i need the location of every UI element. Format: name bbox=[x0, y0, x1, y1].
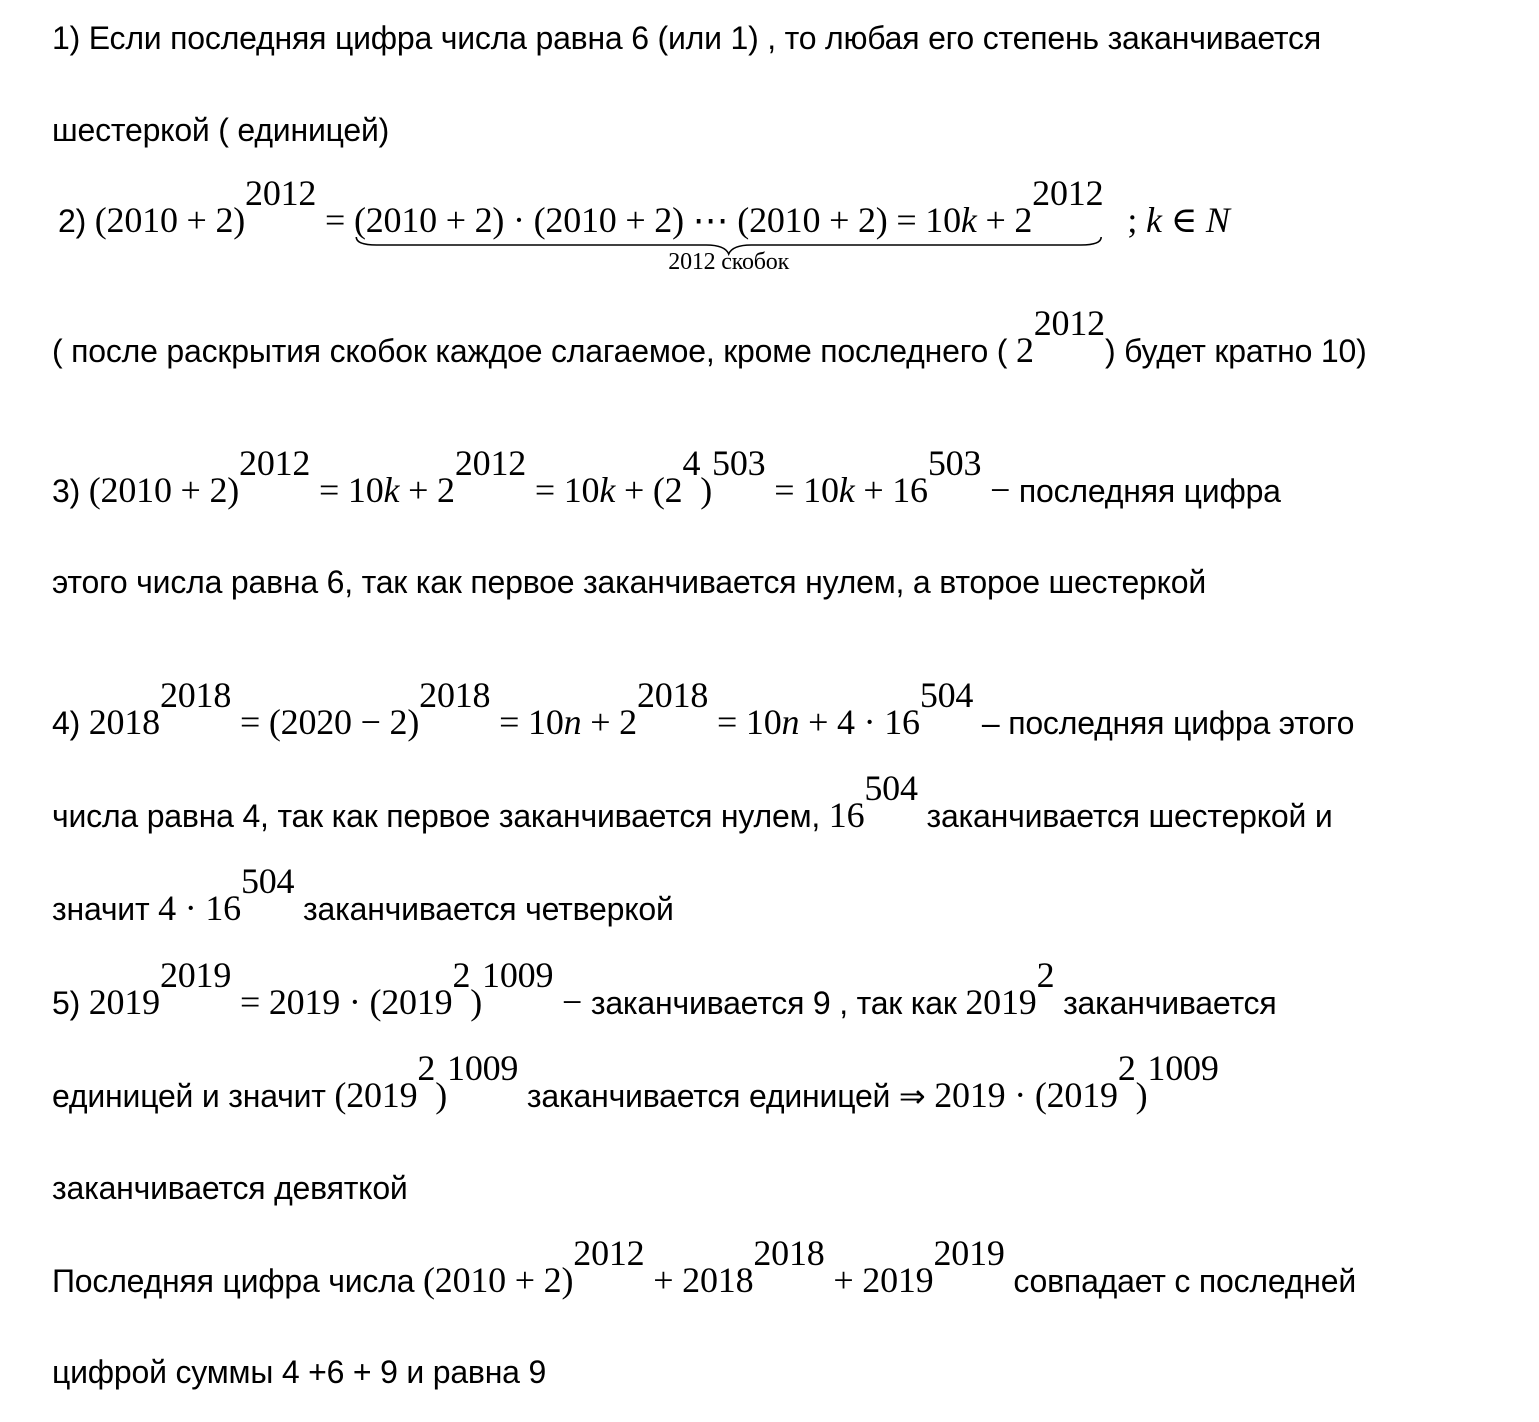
item5-e4: 2 bbox=[1036, 955, 1055, 995]
underbrace-label: 2012 скобок bbox=[668, 249, 790, 275]
item3-plus2: + (2 bbox=[615, 470, 683, 510]
conclusion-e3: 2019 bbox=[933, 1233, 1005, 1273]
item4-e2: 2018 bbox=[419, 675, 491, 715]
item2-pow-exponent: 2012 bbox=[1032, 173, 1104, 213]
item3-line2: этого числа равна 6, так как первое заканчивается нулем, а второе шестеркой bbox=[52, 564, 1207, 600]
item3-k3: k bbox=[838, 470, 855, 510]
conclusion-m1: (2010 + 2) bbox=[422, 1260, 574, 1300]
conclusion-e2: 2018 bbox=[753, 1233, 825, 1273]
item2-label: 2) bbox=[58, 203, 95, 239]
item4-plus2: + 4 · 16 bbox=[799, 702, 920, 742]
item3-k1: k bbox=[383, 470, 400, 510]
item5-line2 bbox=[52, 1048, 1219, 1116]
item2-note-pre: ( после раскрытия скобок каждое слагаемое, кроме последнего ( bbox=[52, 333, 1016, 369]
item5-b2: 2019 bbox=[965, 982, 1037, 1022]
item3-equation bbox=[52, 443, 1281, 511]
item5-line3: заканчивается девяткой bbox=[52, 1170, 408, 1206]
item3-dash: − bbox=[981, 470, 1011, 510]
item4-line2 bbox=[52, 768, 1333, 836]
item5-l2-m3: 2019 · (2019 bbox=[934, 1075, 1118, 1115]
item3-plus1: + 2 bbox=[399, 470, 455, 510]
item2-k: k bbox=[960, 200, 977, 240]
item4-e3: 2018 bbox=[636, 675, 709, 715]
item4-label: 4) bbox=[52, 705, 89, 741]
item5-l2-e4: 1009 bbox=[1147, 1048, 1219, 1088]
item3-exp3: 4 bbox=[682, 443, 701, 483]
item4-l2-base: 16 bbox=[828, 795, 865, 835]
item4-n1: n bbox=[563, 702, 582, 742]
item5-label: 5) bbox=[52, 985, 89, 1021]
item4-l2-exp: 504 bbox=[864, 768, 918, 808]
item5-l2-m1: (2019 bbox=[334, 1075, 418, 1115]
item5-l2-mid: заканчивается единицей ⇒ bbox=[518, 1078, 935, 1114]
item2-note-post: ) будет кратно 10) bbox=[1104, 333, 1367, 369]
item4-l2-post: заканчивается шестеркой и bbox=[917, 798, 1333, 834]
item5-dash: − bbox=[553, 982, 583, 1022]
item2-tail-k: k bbox=[1146, 200, 1162, 240]
item5-l2-m4: ) bbox=[1135, 1075, 1148, 1115]
item4-line3 bbox=[52, 861, 674, 929]
item4-plus1: + 2 bbox=[581, 702, 637, 742]
item2-note-exponent: 2012 bbox=[1033, 303, 1105, 343]
item5-text2: заканчивается bbox=[1054, 985, 1277, 1021]
conclusion-m2: + 2018 bbox=[644, 1260, 754, 1300]
item4-b1: 2018 bbox=[88, 702, 160, 742]
item4-n2: n bbox=[781, 702, 800, 742]
conclusion-post: совпадает с последней bbox=[1004, 1263, 1357, 1299]
item5-l2-pre: единицей и значит bbox=[52, 1078, 335, 1114]
conclusion-e1: 2012 bbox=[573, 1233, 645, 1273]
item3-label: 3) bbox=[52, 473, 89, 509]
item4-eq1: = (2020 − 2) bbox=[231, 702, 420, 742]
item3-eq3: = 10 bbox=[765, 470, 839, 510]
item3-plus3: + 16 bbox=[854, 470, 928, 510]
item3-k2: k bbox=[599, 470, 616, 510]
item5-close: ) bbox=[470, 982, 483, 1022]
item1-line1: 1) Если последняя цифра числа равна 6 (или 1) , то любая его степень заканчивается bbox=[52, 20, 1321, 56]
item3-text: последняя цифра bbox=[1010, 473, 1281, 509]
item2-lhs-base: (2010 + 2) bbox=[94, 200, 246, 240]
item4-l3-exp: 504 bbox=[240, 861, 295, 901]
item2-note-base: 2 bbox=[1015, 330, 1034, 370]
item5-l2-m2: ) bbox=[435, 1075, 448, 1115]
item5-e3: 1009 bbox=[482, 955, 554, 995]
item1-line2: шестеркой ( единицей) bbox=[52, 112, 390, 148]
item5-b1: 2019 bbox=[88, 982, 160, 1022]
item4-text1: – последняя цифра этого bbox=[973, 705, 1355, 741]
item4-eq2: = 10 bbox=[490, 702, 564, 742]
item2-note bbox=[52, 303, 1367, 371]
conclusion-line1 bbox=[52, 1233, 1357, 1301]
item4-l3-pre: значит bbox=[52, 891, 159, 927]
conclusion-m3: + 2019 bbox=[824, 1260, 934, 1300]
item3-exp2: 2012 bbox=[454, 443, 527, 483]
item4-l2-pre: числа равна 4, так как первое заканчивается нулем, bbox=[52, 798, 829, 834]
item2-product: (2010 + 2) · (2010 + 2) ⋯ (2010 + 2) = 10 bbox=[353, 200, 961, 240]
item2-plus-two: + 2 bbox=[976, 200, 1033, 240]
conclusion-pre: Последняя цифра числа bbox=[52, 1263, 423, 1299]
item4-l3-post: заканчивается четверкой bbox=[294, 891, 674, 927]
item3-eq2: = 10 bbox=[526, 470, 600, 510]
item5-equation bbox=[52, 955, 1277, 1023]
item4-equation bbox=[52, 675, 1355, 743]
item5-l2-e2: 1009 bbox=[447, 1048, 519, 1088]
item2-underbrace-group bbox=[353, 173, 1104, 275]
item3-base: (2010 + 2) bbox=[88, 470, 240, 510]
item5-e2: 2 bbox=[452, 955, 471, 995]
item4-l3-math: 4 · 16 bbox=[158, 888, 241, 928]
item4-e4: 504 bbox=[919, 675, 974, 715]
item4-eq3: = 10 bbox=[708, 702, 782, 742]
item5-l2-e1: 2 bbox=[417, 1048, 436, 1088]
item2-equation bbox=[58, 173, 1230, 275]
item5-eq: = 2019 · (2019 bbox=[231, 982, 453, 1022]
item2-equals: = bbox=[316, 200, 354, 240]
item5-e1: 2019 bbox=[159, 955, 232, 995]
item4-e1: 2018 bbox=[159, 675, 232, 715]
conclusion-line2: цифрой суммы 4 +6 + 9 и равна 9 bbox=[52, 1354, 547, 1390]
item3-eq1: = 10 bbox=[310, 470, 384, 510]
item2-lhs-exponent: 2012 bbox=[245, 173, 317, 213]
item3-exp5: 503 bbox=[927, 443, 982, 483]
item3-exp4: 503 bbox=[712, 443, 766, 483]
item2-element-of: ∈ bbox=[1161, 200, 1206, 240]
item2-semicolon: ; bbox=[1127, 200, 1138, 240]
item2-tail-N: N bbox=[1205, 200, 1230, 240]
item5-l2-e3: 2 bbox=[1117, 1048, 1136, 1088]
item3-exp1: 2012 bbox=[239, 443, 311, 483]
item5-text1: заканчивается 9 , так как bbox=[582, 985, 966, 1021]
item3-close: ) bbox=[700, 470, 713, 510]
